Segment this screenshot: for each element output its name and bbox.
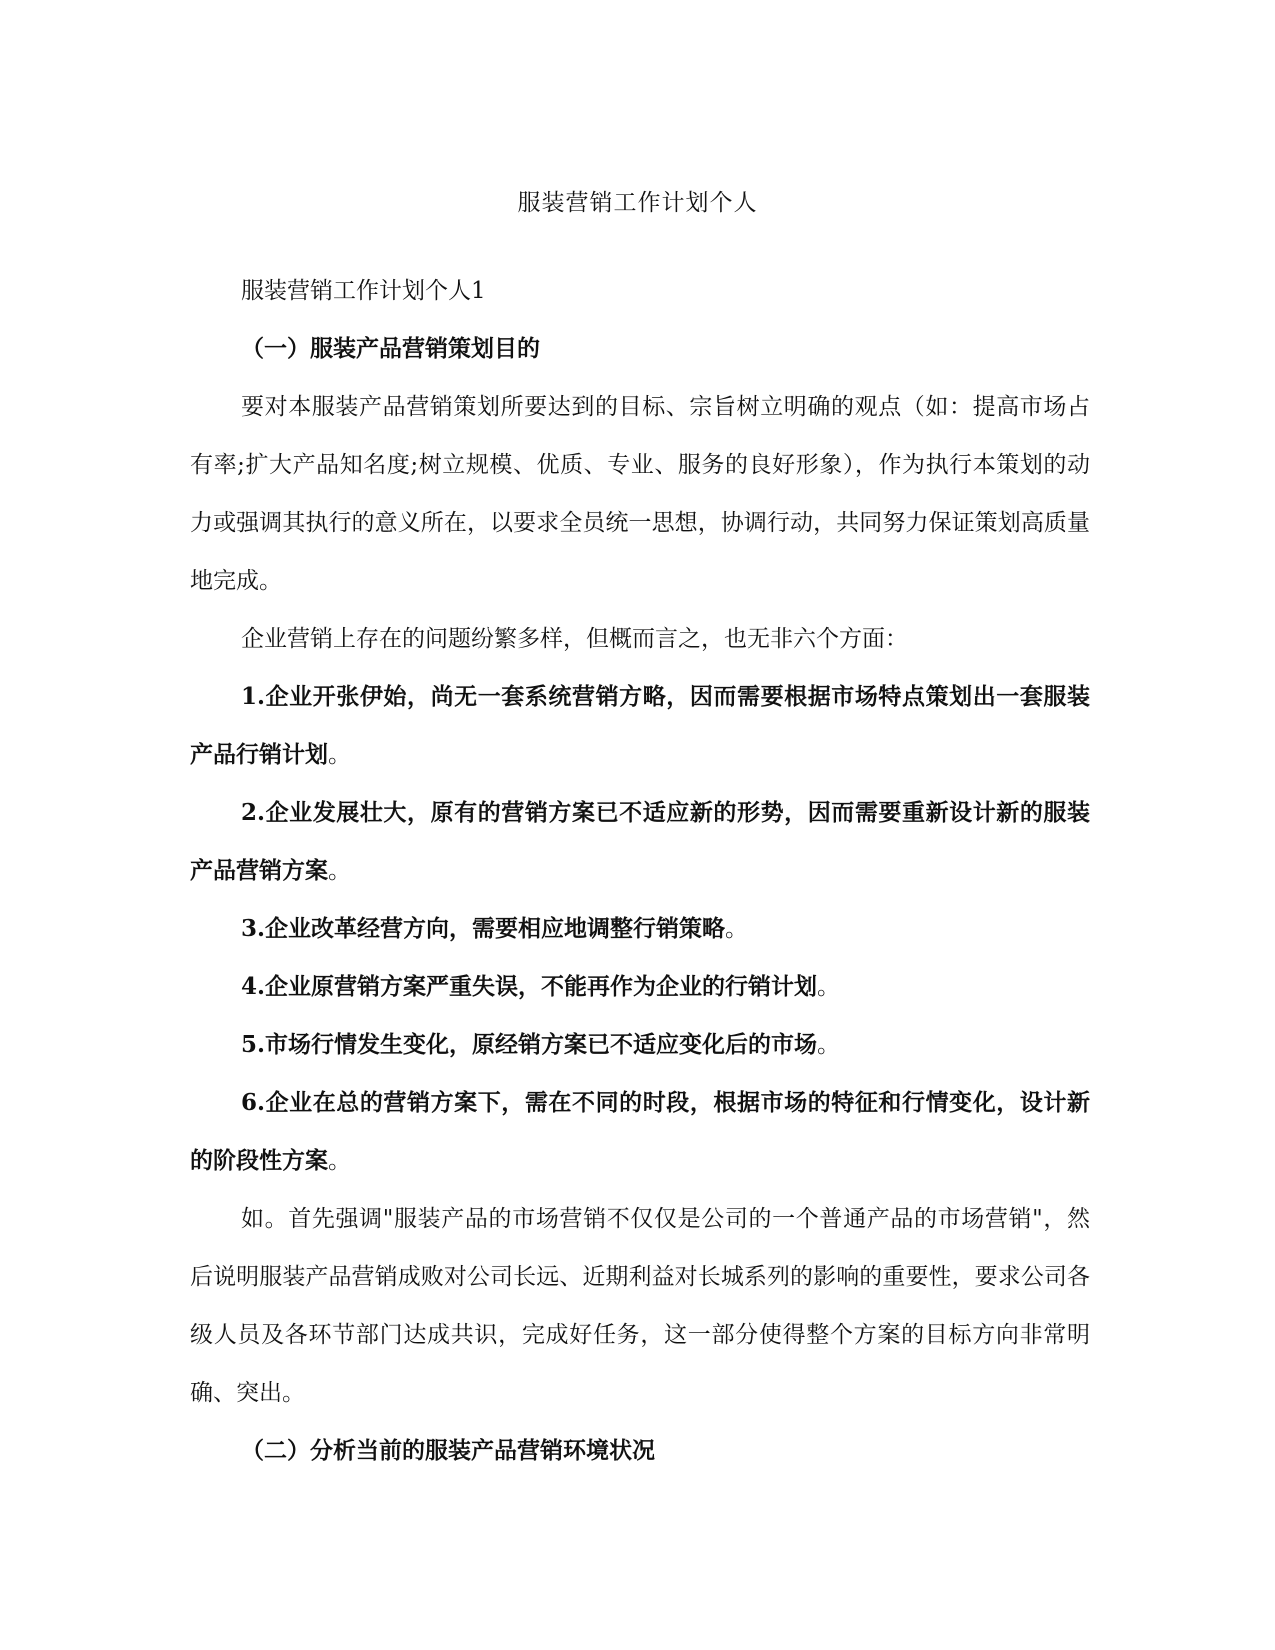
paragraph-example: 如。首先强调"服装产品的市场营销不仅仅是公司的一个普通产品的市场营销"，然后说明服装产品营销成败对公司长远、近期利益对长城系列的影响的重要性，要求公司各级人员及各环节部门达成共识，完成好任务，这一部分使得整个方案的目标方向非常明确、突出。 xyxy=(190,1206,1090,1406)
list-item-tail: 。 xyxy=(328,858,351,884)
list-item-text: 6.企业在总的营销方案下，需在不同的时段，根据市场的特征和行情变化，设计新的阶段性方案 xyxy=(190,1089,1090,1174)
list-item xyxy=(190,668,1090,784)
section-heading: 服装营销工作计划个人1 xyxy=(241,278,486,304)
subsection-heading-1: （一）服装产品营销策划目的 xyxy=(241,335,540,362)
paragraph-purpose: 要对本服装产品营销策划所要达到的目标、宗旨树立明确的观点（如：提高市场占有率;扩大产品知名度;树立规模、优质、专业、服务的良好形象），作为执行本策划的动力或强调其执行的意义所在，以要求全员统一思想，协调行动，共同努力保证策划高质量地完成。 xyxy=(190,394,1090,594)
list-item xyxy=(190,900,1090,958)
list-item xyxy=(190,1074,1090,1190)
list-item-tail: 。 xyxy=(328,742,351,768)
document-title: 服装营销工作计划个人 xyxy=(517,190,758,216)
list-item-tail: 。 xyxy=(817,974,841,1000)
list-item-text: 3.企业改革经营方向，需要相应地调整行销策略 xyxy=(241,915,726,942)
list-item-text: 2.企业发展壮大，原有的营销方案已不适应新的形势，因而需要重新设计新的服装产品营销方案 xyxy=(190,799,1090,884)
document-body xyxy=(190,262,1090,1480)
list-item-text: 4.企业原营销方案严重失误，不能再作为企业的行销计划 xyxy=(241,973,818,1000)
list-item xyxy=(190,1016,1090,1074)
list-item xyxy=(190,958,1090,1016)
list-item-tail: 。 xyxy=(328,1148,351,1174)
paragraph-problems-intro: 企业营销上存在的问题纷繁多样，但概而言之，也无非六个方面： xyxy=(241,626,908,652)
list-item-tail: 。 xyxy=(817,1032,841,1058)
list-item-tail: 。 xyxy=(725,916,749,942)
list-item-text: 5.市场行情发生变化，原经销方案已不适应变化后的市场 xyxy=(241,1031,818,1058)
list-item-text: 1.企业开张伊始，尚无一套系统营销方略，因而需要根据市场特点策划出一套服装产品行销计划 xyxy=(190,683,1090,768)
subsection-heading-2: （二）分析当前的服装产品营销环境状况 xyxy=(241,1437,655,1464)
list-item xyxy=(190,784,1090,900)
